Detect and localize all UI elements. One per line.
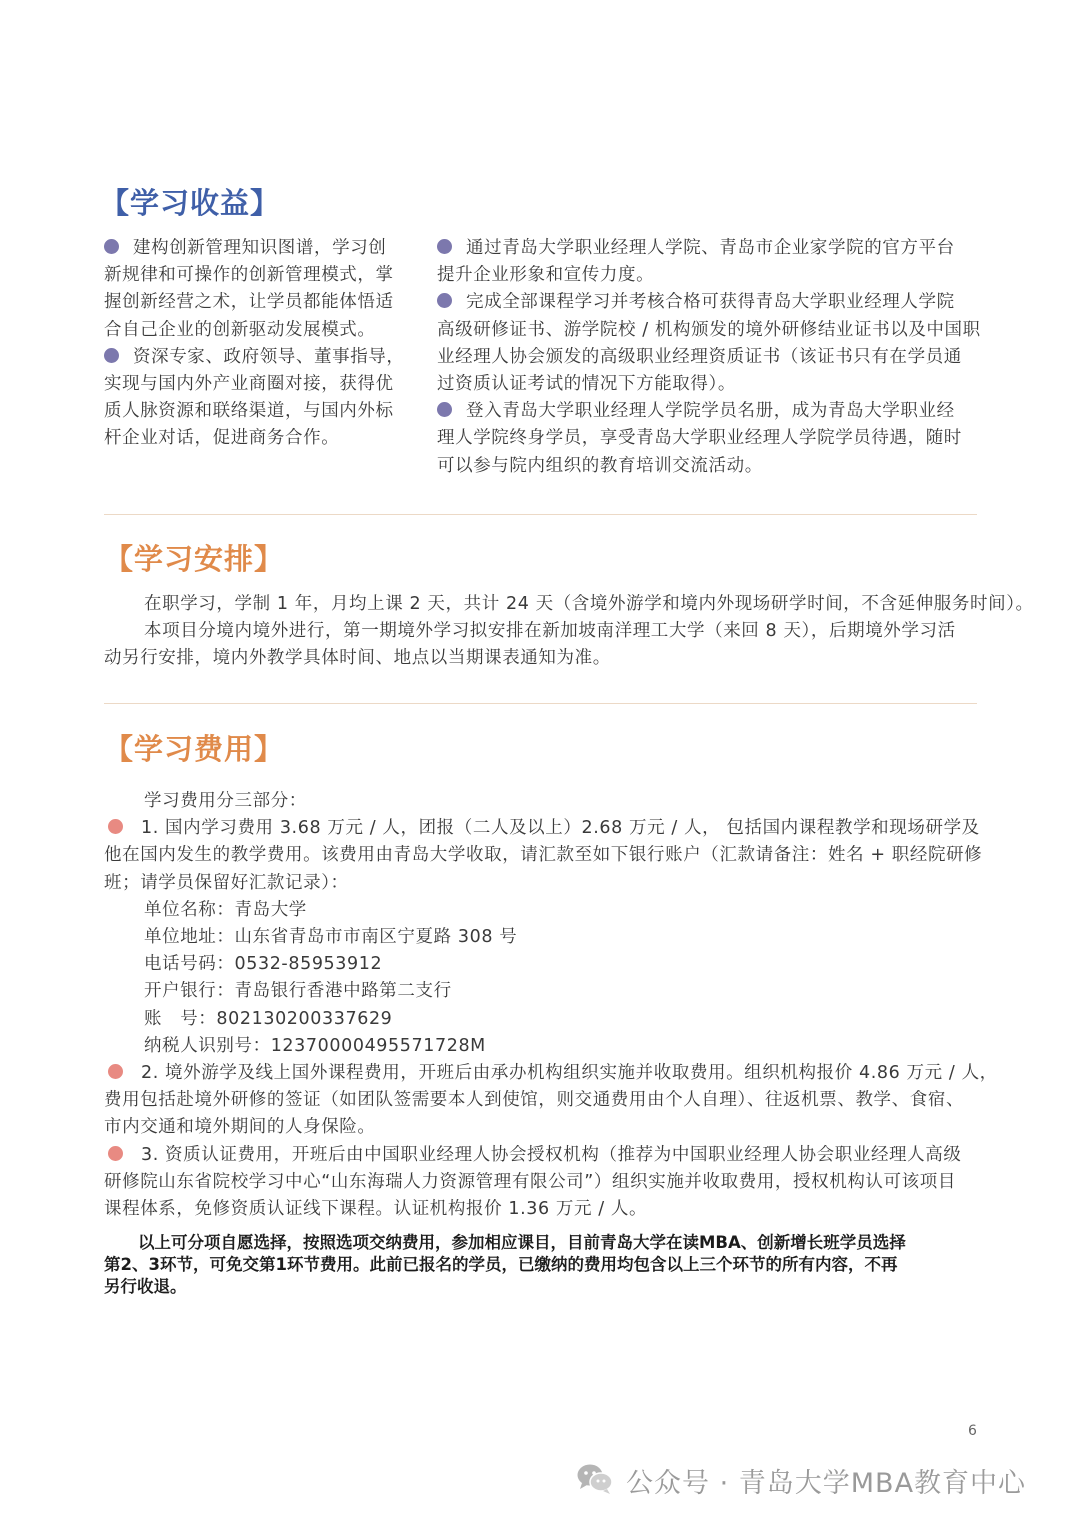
account-number: 账 号：802130200337629 [144,1008,393,1029]
watermark [576,1461,1026,1500]
bullet-dot-icon [108,1146,123,1161]
benefit-item: 资深专家、政府领导、董事指导， 实现与国内外产业商圈对接，获得优 质人脉资源和联络渠道，与国内外标 杆企业对话，促进商务合作。 [104,346,405,449]
benefit-item: 登入青岛大学职业经理人学院学员名册，成为青岛大学职业经 理人学院终身学员，享受青岛大学职业经理人学院学员待遇，随时 可以参与院内组织的教育培训交流活动。 [437,401,962,476]
section-divider [104,703,977,704]
wechat-icon [576,1462,614,1500]
benefits-title: 【学习收益】 [100,186,281,220]
bullet-dot-icon [104,239,119,254]
account-phone: 电话号码：0532-85953912 [144,954,383,975]
fee-item-certification: 3. 资质认证费用，开班后由中国职业经理人协会授权机构（推荐为中国职业经理人协会职业经理人高级 研修院山东省院校学习中心“山东海瑞人力资源管理有限公司”）组织实施并收取费用，授权机构认可该项目 课程体系，免修资质认证线下课程。认证机构报价 1.36 万元 / 人。 [104,1144,962,1220]
bullet-dot-icon [437,402,452,417]
fee-item-overseas: 2. 境外游学及线上国外课程费用，开班后由承办机构组织实施并收取费用。组织机构报价 4.86 万元 / 人， 费用包括赴境外研修的签证（如团队签需要本人到使馆，则交通费用由个人自理）、往返机票、教学、食宿、 市内交通和境外期间的人身保险。 [104,1063,998,1138]
account-bank: 开户银行：青岛银行香港中路第二支行 [144,981,452,1002]
schedule-title: 【学习安排】 [104,542,285,576]
bullet-dot-icon [108,819,123,834]
watermark-text: 公众号 · 青岛大学MBA教育中心 [626,1468,1027,1499]
bullet-dot-icon [437,293,452,308]
benefits-right-column [437,235,982,480]
benefits-left-column [104,235,419,453]
fees-note: 以上可分项自愿选择，按照选项交纳费用，参加相应课目，目前青岛大学在读MBA、创新增长班学员选择 第2、3环节，可免交第1环节费用。此前已报名的学员，已缴纳的费用均包含以上三个环节的所有内容，不再 另行收退。 [104,1233,906,1296]
bank-account-info [104,897,984,1060]
account-address: 单位地址：山东省青岛市市南区宁夏路 308 号 [144,927,518,948]
bullet-dot-icon [104,348,119,363]
account-tax-id: 纳税人识别号：12370000495571728M [144,1035,486,1056]
section-divider [104,514,977,515]
account-name: 单位名称：青岛大学 [144,899,307,920]
benefit-item: 通过青岛大学职业经理人学院、青岛市企业家学院的官方平台 提升企业形象和宣传力度。 [437,238,955,286]
benefit-item: 建构创新管理知识图谱，学习创 新规律和可操作的创新管理模式，掌 握创新经营之术，让学员都能体悟适 合自己企业的创新驱动发展模式。 [104,238,394,340]
bullet-dot-icon [437,239,452,254]
fees-title: 【学习费用】 [104,732,285,766]
bullet-dot-icon [108,1064,123,1079]
fees-intro: 学习费用分三部分： [144,791,307,811]
schedule-text: 在职学习，学制 1 年，月均上课 2 天，共计 24 天（含境外游学和境内外现场研学时间，不含延伸服务时间）。 本项目分境内境外进行，第一期境外学习拟安排在新加坡南洋理工大学（来回 8 天），后期境外学习活 动另行安排，境内外教学具体时间、地点以当期课表通知为准。 [104,594,1034,669]
fees-text [104,788,998,1223]
fee-item-domestic: 1. 国内学习费用 3.68 万元 / 人，团报（二人及以上）2.68 万元 / 人， 包括国内课程教学和现场研学及 他在国内发生的教学费用。该费用由青岛大学收取，请汇款至如下银行账户（汇款请备注：姓名 + 职经院研修 班；请学员保留好汇款记录）： [104,818,983,893]
page-number: 6 [968,1423,977,1439]
benefit-item: 完成全部课程学习并考核合格可获得青岛大学职业经理人学院 高级研修证书、游学院校 / 机构颁发的境外研修结业证书以及中国职 业经理人协会颁发的高级职业经理资质证书（该证书只有在学员通 过资质认证考试的情况下方能取得）。 [437,292,981,395]
